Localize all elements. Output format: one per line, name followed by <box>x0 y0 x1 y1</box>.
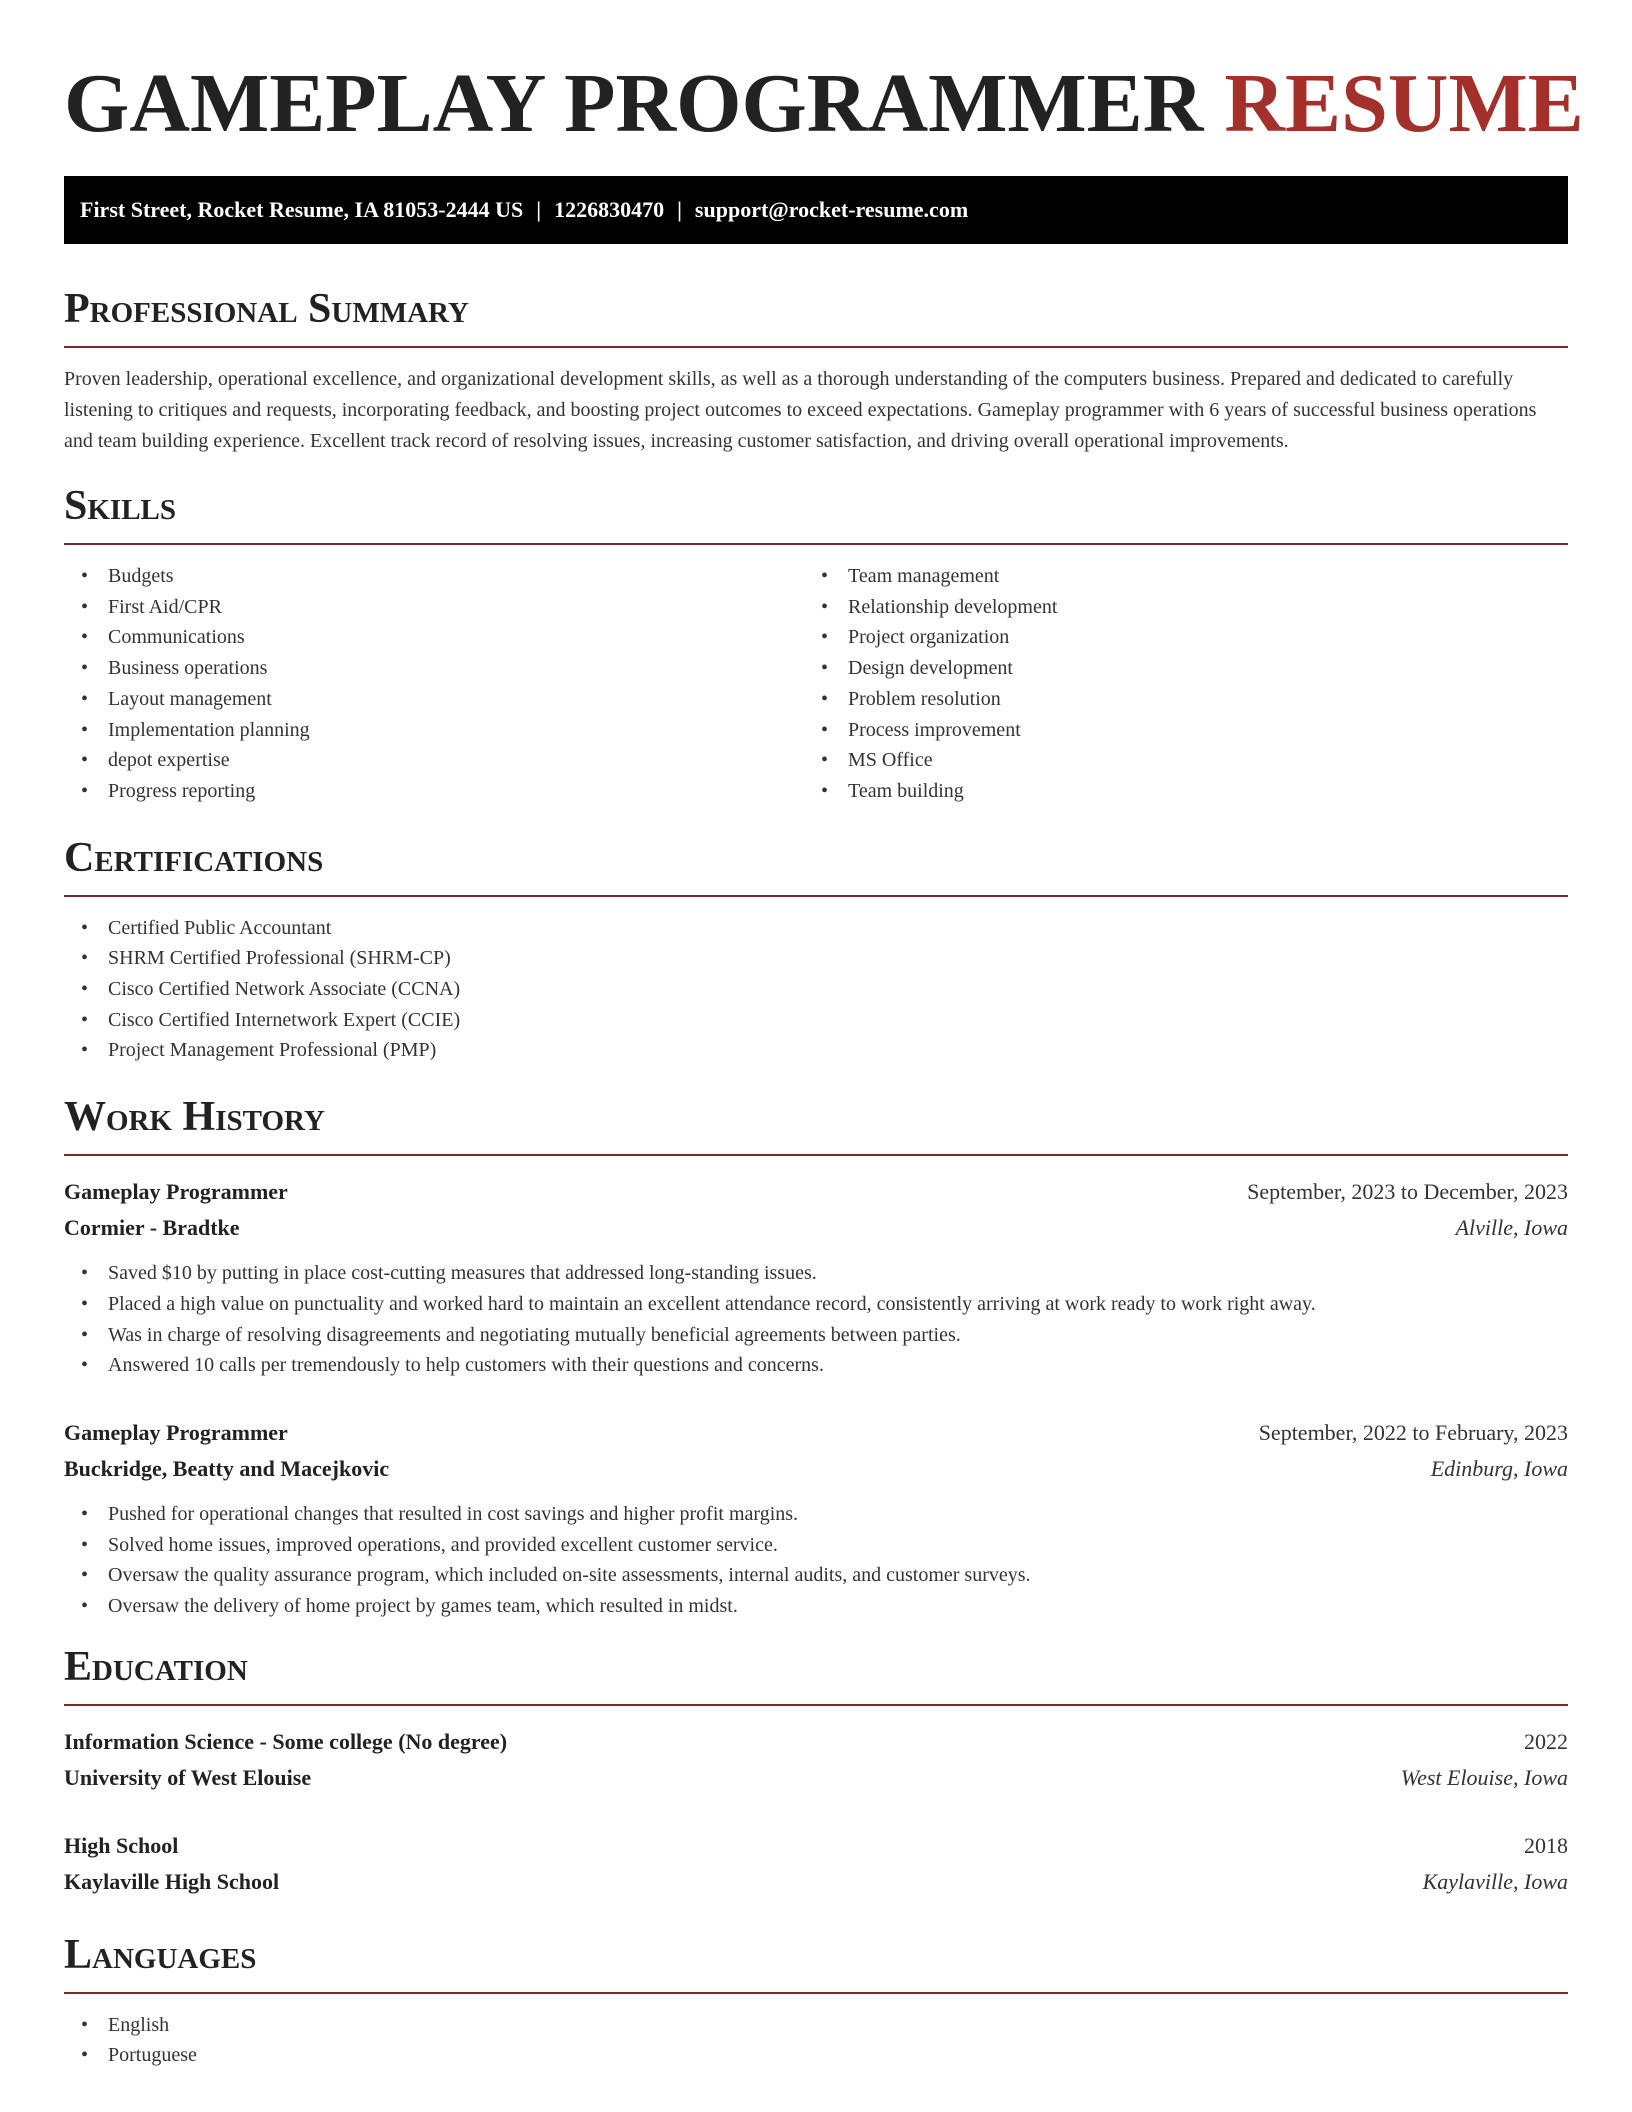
bullet-icon: • <box>81 779 89 802</box>
skill-label: Team building <box>848 779 964 802</box>
bullet-icon: • <box>81 1502 89 1525</box>
education-degree: Information Science - Some college (No degree) <box>64 1728 508 1754</box>
bullet-icon: • <box>81 657 89 680</box>
job-bullet <box>64 1320 1568 1351</box>
certification-item <box>64 943 1568 974</box>
job-bullet-text: Oversaw the delivery of home project by games team, which resulted in midst. <box>108 1595 738 1618</box>
certification-label: Cisco Certified Network Associate (CCNA) <box>108 978 461 1001</box>
education-school-row <box>64 1864 1568 1900</box>
job-dates: September, 2023 to December, 2023 <box>1247 1179 1568 1205</box>
skill-item <box>64 561 804 592</box>
job-location: Edinburg, Iowa <box>1430 1455 1568 1481</box>
contact-separator: | <box>677 197 682 222</box>
bullet-icon: • <box>81 947 89 970</box>
skill-item <box>804 561 1544 592</box>
bullet-icon: • <box>81 595 89 618</box>
job-company-row <box>64 1210 1568 1246</box>
job-bullet-text: Was in charge of resolving disagreements and negotiating mutually beneficial agreements between parties. <box>108 1323 961 1346</box>
skill-item <box>804 745 1544 776</box>
job-title: Gameplay Programmer <box>64 1179 288 1205</box>
bullet-icon: • <box>821 718 829 741</box>
job-bullet <box>64 1530 1568 1561</box>
bullet-icon: • <box>81 1262 89 1285</box>
bullet-icon: • <box>81 916 89 939</box>
skill-label: Communications <box>108 626 245 649</box>
job-bullet-text: Solved home issues, improved operations, and provided excellent customer service. <box>108 1533 778 1556</box>
skill-item <box>804 622 1544 653</box>
bullet-icon: • <box>821 626 829 649</box>
skill-item <box>804 684 1544 715</box>
skill-item <box>64 776 804 807</box>
education-year: 2022 <box>1524 1728 1568 1754</box>
certifications-list <box>64 913 1568 1067</box>
bullet-icon: • <box>81 687 89 710</box>
education-degree-row <box>64 1828 1568 1864</box>
job-bullets <box>64 1258 1568 1381</box>
job-bullet <box>64 1591 1568 1622</box>
certifications-heading: Certifications <box>64 833 1568 897</box>
certification-label: SHRM Certified Professional (SHRM-CP) <box>108 947 451 970</box>
education-school: Kaylaville High School <box>64 1868 280 1894</box>
skill-label: Progress reporting <box>108 779 256 802</box>
skill-label: Problem resolution <box>848 687 1001 710</box>
skill-item <box>804 653 1544 684</box>
education-location: Kaylaville, Iowa <box>1422 1868 1568 1894</box>
skill-label: Implementation planning <box>108 718 310 741</box>
languages-heading: Languages <box>64 1930 1568 1994</box>
skill-label: Team management <box>848 565 1000 587</box>
job-company: Cormier - Bradtke <box>64 1215 240 1241</box>
skill-label: Process improvement <box>848 718 1021 741</box>
contact-bar <box>64 176 1568 244</box>
education-entry <box>64 1724 1568 1796</box>
job-bullet-text: Pushed for operational changes that resulted in cost savings and higher profit margins. <box>108 1502 799 1525</box>
certification-item <box>64 974 1568 1005</box>
skill-item <box>64 592 804 623</box>
education-degree: High School <box>64 1832 179 1858</box>
languages-list <box>64 2010 1568 2071</box>
certification-label: Cisco Certified Internetwork Expert (CCIE) <box>108 1008 461 1031</box>
bullet-icon: • <box>81 1008 89 1031</box>
skill-label: MS Office <box>848 749 933 772</box>
skill-label: Project organization <box>848 626 1010 649</box>
job-title-row <box>64 1174 1568 1210</box>
summary-text: Proven leadership, operational excellence, and organizational development skills, as well as a thorough understanding of the computers business. Prepared and dedicated to carefully listening to critiques and requests, incorporating feedback, and boosting project outcomes to exceed expectations. Gameplay programmer with 6 years of successful business operations and team building experience. Excellent track record of resolving issues, increasing customer satisfaction, and driving overall operational improvements. <box>64 368 1537 452</box>
bullet-icon: • <box>821 779 829 802</box>
bullet-icon: • <box>821 749 829 772</box>
skill-label: Layout management <box>108 687 272 710</box>
education-entry <box>64 1828 1568 1900</box>
job-bullet <box>64 1560 1568 1591</box>
job-title: Gameplay Programmer <box>64 1419 288 1445</box>
job-location: Alville, Iowa <box>1455 1215 1568 1241</box>
skills-list-right <box>804 561 1544 807</box>
education-school: University of West Elouise <box>64 1764 312 1790</box>
bullet-icon: • <box>81 626 89 649</box>
bullet-icon: • <box>81 1354 89 1377</box>
education-degree-row <box>64 1724 1568 1760</box>
job-bullet-text: Oversaw the quality assurance program, which included on-site assessments, internal audits, and customer surveys. <box>108 1564 1031 1587</box>
job-bullet <box>64 1289 1568 1320</box>
bullet-icon: • <box>81 718 89 741</box>
page-title <box>64 56 1584 152</box>
title-accent: RESUME <box>1224 57 1584 150</box>
skill-label: Design development <box>848 657 1013 680</box>
work-history-heading: Work History <box>64 1092 1568 1156</box>
job-dates: September, 2022 to February, 2023 <box>1258 1419 1568 1445</box>
skill-label: Budgets <box>108 565 174 587</box>
language-item <box>64 2010 1568 2041</box>
bullet-icon: • <box>81 749 89 772</box>
education-heading: Education <box>64 1642 1568 1706</box>
skill-item <box>64 745 804 776</box>
job-entry <box>64 1415 1568 1622</box>
bullet-icon: • <box>821 687 829 710</box>
skill-label: Relationship development <box>848 595 1058 618</box>
skills-heading: Skills <box>64 481 1568 545</box>
bullet-icon: • <box>81 1039 89 1062</box>
certification-item <box>64 913 1568 944</box>
job-bullet-text: Placed a high value on punctuality and worked hard to maintain an excellent attendance record, consistently arriving at work ready to work right away. <box>108 1292 1316 1315</box>
job-company: Buckridge, Beatty and Macejkovic <box>64 1455 390 1481</box>
skills-grid <box>64 545 1568 807</box>
bullet-icon: • <box>81 1292 89 1315</box>
skill-item <box>64 715 804 746</box>
skill-item <box>804 776 1544 807</box>
education-location: West Elouise, Iowa <box>1400 1764 1568 1790</box>
job-entry <box>64 1174 1568 1381</box>
certification-item <box>64 1005 1568 1036</box>
bullet-icon: • <box>81 978 89 1001</box>
resume-page <box>64 0 1584 2071</box>
bullet-icon: • <box>81 1564 89 1587</box>
skill-item <box>64 622 804 653</box>
job-bullet-text: Answered 10 calls per tremendously to help customers with their questions and concerns. <box>108 1354 824 1377</box>
summary-heading: Professional Summary <box>64 284 1568 348</box>
skill-item <box>64 684 804 715</box>
certification-item <box>64 1035 1568 1066</box>
education-school-row <box>64 1760 1568 1796</box>
bullet-icon: • <box>81 2044 89 2067</box>
bullet-icon: • <box>81 1595 89 1618</box>
job-company-row <box>64 1451 1568 1487</box>
certification-label: Certified Public Accountant <box>108 916 332 939</box>
job-bullet-text: Saved $10 by putting in place cost-cutting measures that addressed long-standing issues. <box>108 1262 817 1285</box>
language-label: English <box>108 2013 170 2036</box>
language-item <box>64 2040 1568 2071</box>
job-title-row <box>64 1415 1568 1451</box>
skill-label: First Aid/CPR <box>108 595 222 618</box>
title-main: GAMEPLAY PROGRAMMER <box>64 57 1204 150</box>
job-bullet <box>64 1350 1568 1381</box>
skill-item <box>64 653 804 684</box>
bullet-icon: • <box>821 565 829 587</box>
bullet-icon: • <box>821 657 829 680</box>
certification-label: Project Management Professional (PMP) <box>108 1039 437 1062</box>
education-year: 2018 <box>1524 1832 1568 1858</box>
skills-list-left <box>64 561 804 807</box>
job-bullet <box>64 1499 1568 1530</box>
bullet-icon: • <box>81 2013 89 2036</box>
job-bullet <box>64 1258 1568 1289</box>
job-bullets <box>64 1499 1568 1622</box>
bullet-icon: • <box>81 565 89 587</box>
skill-label: Business operations <box>108 657 268 680</box>
skill-item <box>804 592 1544 623</box>
bullet-icon: • <box>81 1533 89 1556</box>
language-label: Portuguese <box>108 2044 197 2067</box>
contact-address: First Street, Rocket Resume, IA 81053-2444 US <box>80 197 524 222</box>
skill-label: depot expertise <box>108 749 230 772</box>
contact-separator: | <box>536 197 542 222</box>
skill-item <box>804 715 1544 746</box>
contact-email[interactable]: support@rocket-resume.com <box>694 197 969 222</box>
contact-phone[interactable]: 1226830470 <box>554 197 665 222</box>
bullet-icon: • <box>821 595 829 618</box>
bullet-icon: • <box>81 1323 89 1346</box>
